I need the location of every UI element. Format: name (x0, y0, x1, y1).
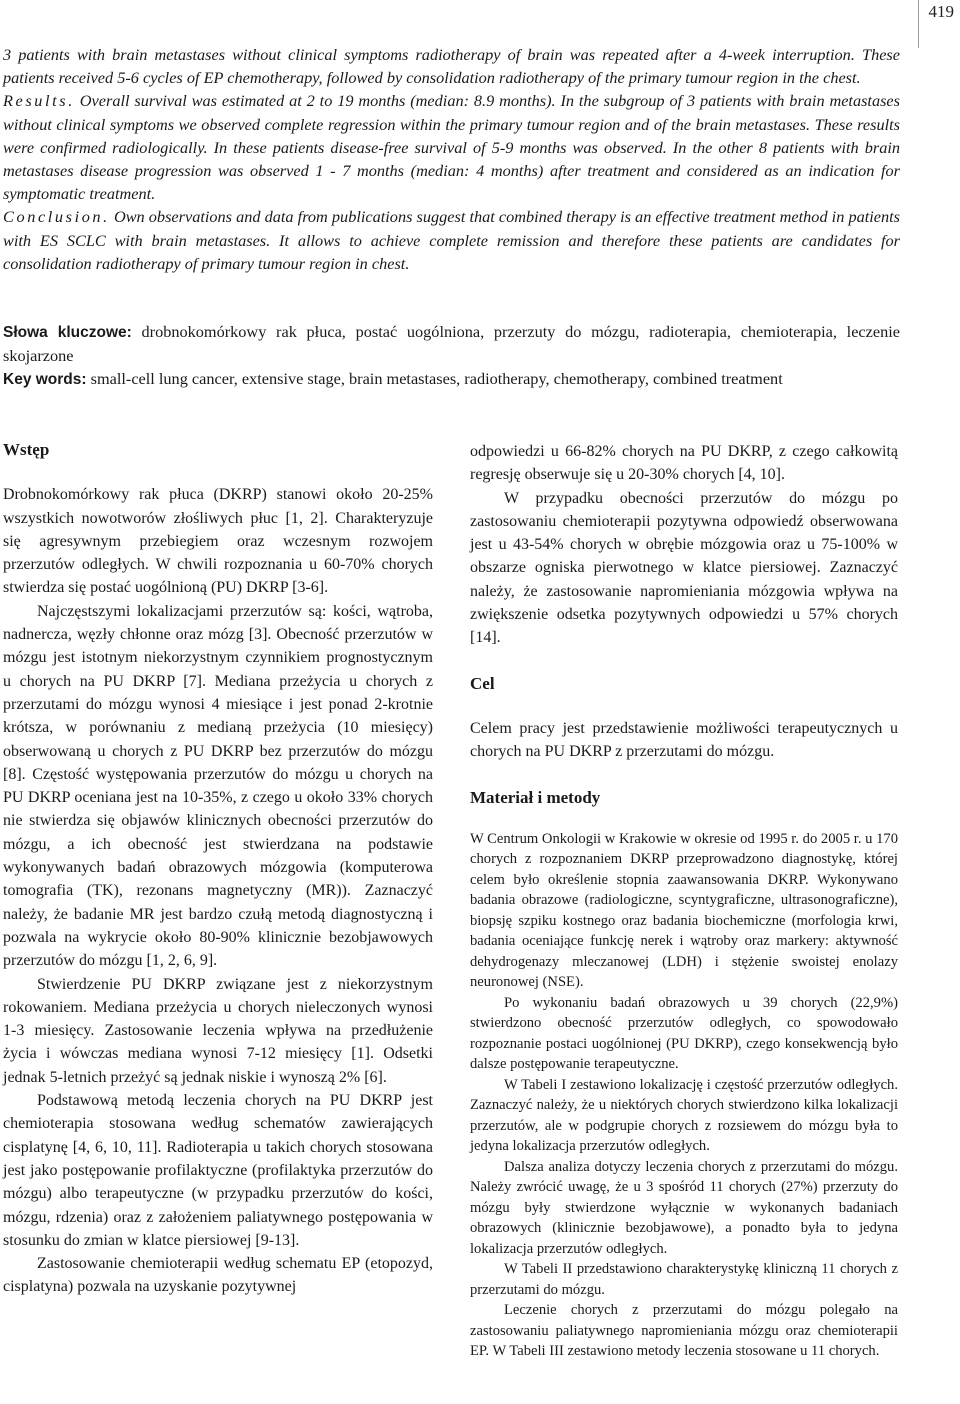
methods-paragraph: W Tabeli I zestawiono lokalizację i częstość przerzutów odległych. Zaznaczyć należy, że u niektórych chorych stwierdzono kilka lokalizacji przerzutów, ale w podgrupie chorych z rozsiewem do mózgu była to jedyna lokalizacja przerzutów odległych. (470, 1076, 898, 1155)
methods-body (470, 829, 898, 1362)
results-label: Results. (3, 91, 75, 111)
methods-paragraph: W Tabeli II przedstawiono charakterystykę kliniczną 11 chorych z przerzutami do mózgu. (470, 1261, 898, 1298)
section-heading-wstep: Wstęp (3, 440, 50, 459)
keywords-section (3, 320, 900, 392)
keywords-pl (3, 320, 900, 367)
cel-paragraph: Celem pracy jest przedstawienie możliwości terapeutycznych u chorych na PU DKRP z przerzutami do mózgu. (470, 719, 898, 761)
right-paragraph: W przypadku obecności przerzutów do mózgu po zastosowaniu chemioterapii pozytywna odpowiedź obserwowana jest u 43-54% chorych w obrębie mózgowia oraz u 75-100% w obszarze ogniska pierwotnego w klatce piersiowej. Zaznaczyć należy, że zastosowanie napromieniania mózgowia wpływa na zwiększenie odsetka pozytywnych odpowiedzi u 57% chorych [14]. (470, 489, 898, 647)
header-rule (918, 0, 919, 48)
page-number: 419 (928, 2, 954, 21)
left-paragraph: Stwierdzenie PU DKRP związane jest z niekorzystnym rokowaniem. Mediana przeżycia u chorych nieleczonych wynosi 1-3 miesięcy. Zastosowanie leczenia wpływa na przedłużenie życia i wówczas mediana wynosi 7-12 miesięcy [1]. Odsetki jednak 5-letnich przeżyć są jednak niskie i wynoszą 2% [6]. (3, 975, 433, 1086)
section-heading-methods: Materiał i metody (470, 787, 601, 807)
conclusion-label: Conclusion. (3, 207, 110, 227)
results-text: Overall survival was estimated at 2 to 19 months (median: 8.9 months). In the subgroup of 3 patients with brain metastases without clinical symptoms we observed complete regression within the primary tumour region and of the brain metastases. These results were confirmed radiologically. In these patients disease-free survival of 5-9 months was observed. In the other 8 patients with brain metastases disease progression was observed 1 - 7 months (median: 4 months) after treatment and considered as an indication for symptomatic treatment. (3, 91, 900, 204)
abstract-paragraph (3, 43, 900, 275)
right-paragraph: odpowiedzi u 66-82% chorych na PU DKRP, z czego całkowitą regresję obserwuje się u 20-30% chorych [4, 10]. (470, 443, 898, 484)
conclusion-text: Own observations and data from publications suggest that combined therapy is an effective treatment method in patients with ES SCLC with brain metastases. It allows to achieve complete remission and therefore these patients are candidates for consolidation radiotherapy of primary tumour region in chest. (3, 207, 900, 273)
left-paragraph: Podstawową metodą leczenia chorych na PU DKRP jest chemioterapia stosowana według schematów zawierających cisplatynę [4, 6, 10, 11]. Radioterapia u takich chorych stosowana jest jako postępowanie profilaktyczne (profilaktyka przerzutów do mózgu) albo terapeutyczne (w przypadku przerzutów do kości, mózgu, rdzenia) oraz z założeniem paliatywnego postępowania w stosunku do zmian w klatce piersiowej [9-13]. (3, 1092, 433, 1249)
methods-paragraph: W Centrum Onkologii w Krakowie w okresie od 1995 r. do 2005 r. u 170 chorych z rozpoznaniem DKRP przeprowadzono diagnostykę, której celem było określenie stopnia zaawansowania DKRP. Wykonywano badania obrazowe (radiologiczne, scyntygraficzne, ultrasonograficzne), biopsję szpiku kostnego oraz badania biochemiczne (morfologia krwi, badania oceniające funkcję nerek i wątroby oraz markery: aktywność dehydrogenazy mleczanowej (LDH) i stężenie swoistej enolazy neuronowej (NSE). (470, 830, 898, 991)
methods-paragraph: Po wykonaniu badań obrazowych u 39 chorych (22,9%) stwierdzono obecność przerzutów odległych, co spowodowało rozpoznanie postaci uogólnionej (PU DKRP), czego konsekwencją było dalsze postępowanie terapeutyczne. (470, 994, 898, 1073)
methods-paragraph: Dalsza analiza dotyczy leczenia chorych z przerzutami do mózgu. Należy zwrócić uwagę, że u 3 spośród 11 chorych (27%) przerzuty do mózgu były stwierdzone wyłącznie w wykonanych badaniach obrazowych (klinicznie bezobjawowe), a ponadto była to jedyna lokalizacja przerzutów odległych. (470, 1158, 898, 1257)
left-paragraph: Zastosowanie chemioterapii według schematu EP (etopozyd, cisplatyna) pozwala na uzyskanie pozytywnej (3, 1255, 433, 1296)
keywords-en-text: small-cell lung cancer, extensive stage, brain metastases, radiotherapy, chemotherapy, combined treatment (86, 369, 783, 389)
right-column (470, 440, 898, 1362)
abstract-intro: 3 patients with brain metastases without clinical symptoms radiotherapy of brain was repeated after a 4-week interruption. These patients received 5-6 cycles of EP chemotherapy, followed by consolidation radiotherapy of the primary tumour region in the chest. (3, 45, 900, 88)
left-paragraph: Drobnokomórkowy rak płuca (DKRP) stanowi około 20-25% wszystkich nowotworów złośliwych płuc [1, 2]. Charakteryzuje się agresywnym przebiegiem oraz wczesnym rozwojem przerzutów odległych. W chwili rozpoznania u 60-70% chorych stwierdza się postać uogólnioną (PU) DKRP [3-6]. (3, 486, 433, 597)
left-paragraph: Najczęstszymi lokalizacjami przerzutów są: kości, wątroba, nadnercza, węzły chłonne oraz mózg [3]. Obecność przerzutów w mózgu jest istotnym niekorzystnym czynnikiem prognostycznym u chorych na PU DKRP [7]. Mediana przeżycia u chorych z przerzutami do mózgu wynosi 4 miesiące i jest ponad 2-krotnie krótsza, w porównaniu z medianą przeżycia (10 miesięcy) obserwowaną u chorych z PU DKRP bez przerzutów do mózgu [8]. Częstość występowania przerzutów do mózgu u chorych na PU DKRP oceniana jest na 10-35%, z czego u około 33% chorych nie stwierdza się objawów klinicznych obecności przerzutów do mózgu, a ich obecność jest stwierdzana na podstawie wykonywanych badań obrazowych mózgowia (komputerowa tomografia (TK), rezonans magnetyczny (MR)). Zaznaczyć należy, że badanie MR jest bardzo czułą metodą diagnostyczną i pozwala na wykrycie około 80-90% klinicznie bezobjawowych przerzutów do mózgu [1, 2, 6, 9]. (3, 602, 433, 970)
left-column (3, 438, 433, 1299)
methods-paragraph: Leczenie chorych z przerzutami do mózgu polegało na zastosowaniu paliatywnego napromieniania mózgu oraz chemioterapii EP. W Tabeli III zestawiono metody leczenia stosowane u 11 chorych. (470, 1302, 898, 1360)
keywords-en-label: Key words: (3, 371, 87, 389)
abstract (3, 43, 900, 275)
section-heading-cel: Cel (470, 673, 495, 693)
keywords-pl-text: drobnokomórkowy rak płuca, postać uogólniona, przerzuty do mózgu, radioterapia, chemioterapia, leczenie skojarzone (3, 322, 900, 366)
keywords-pl-label: Słowa kluczowe: (3, 324, 132, 341)
keywords-en (3, 367, 900, 391)
